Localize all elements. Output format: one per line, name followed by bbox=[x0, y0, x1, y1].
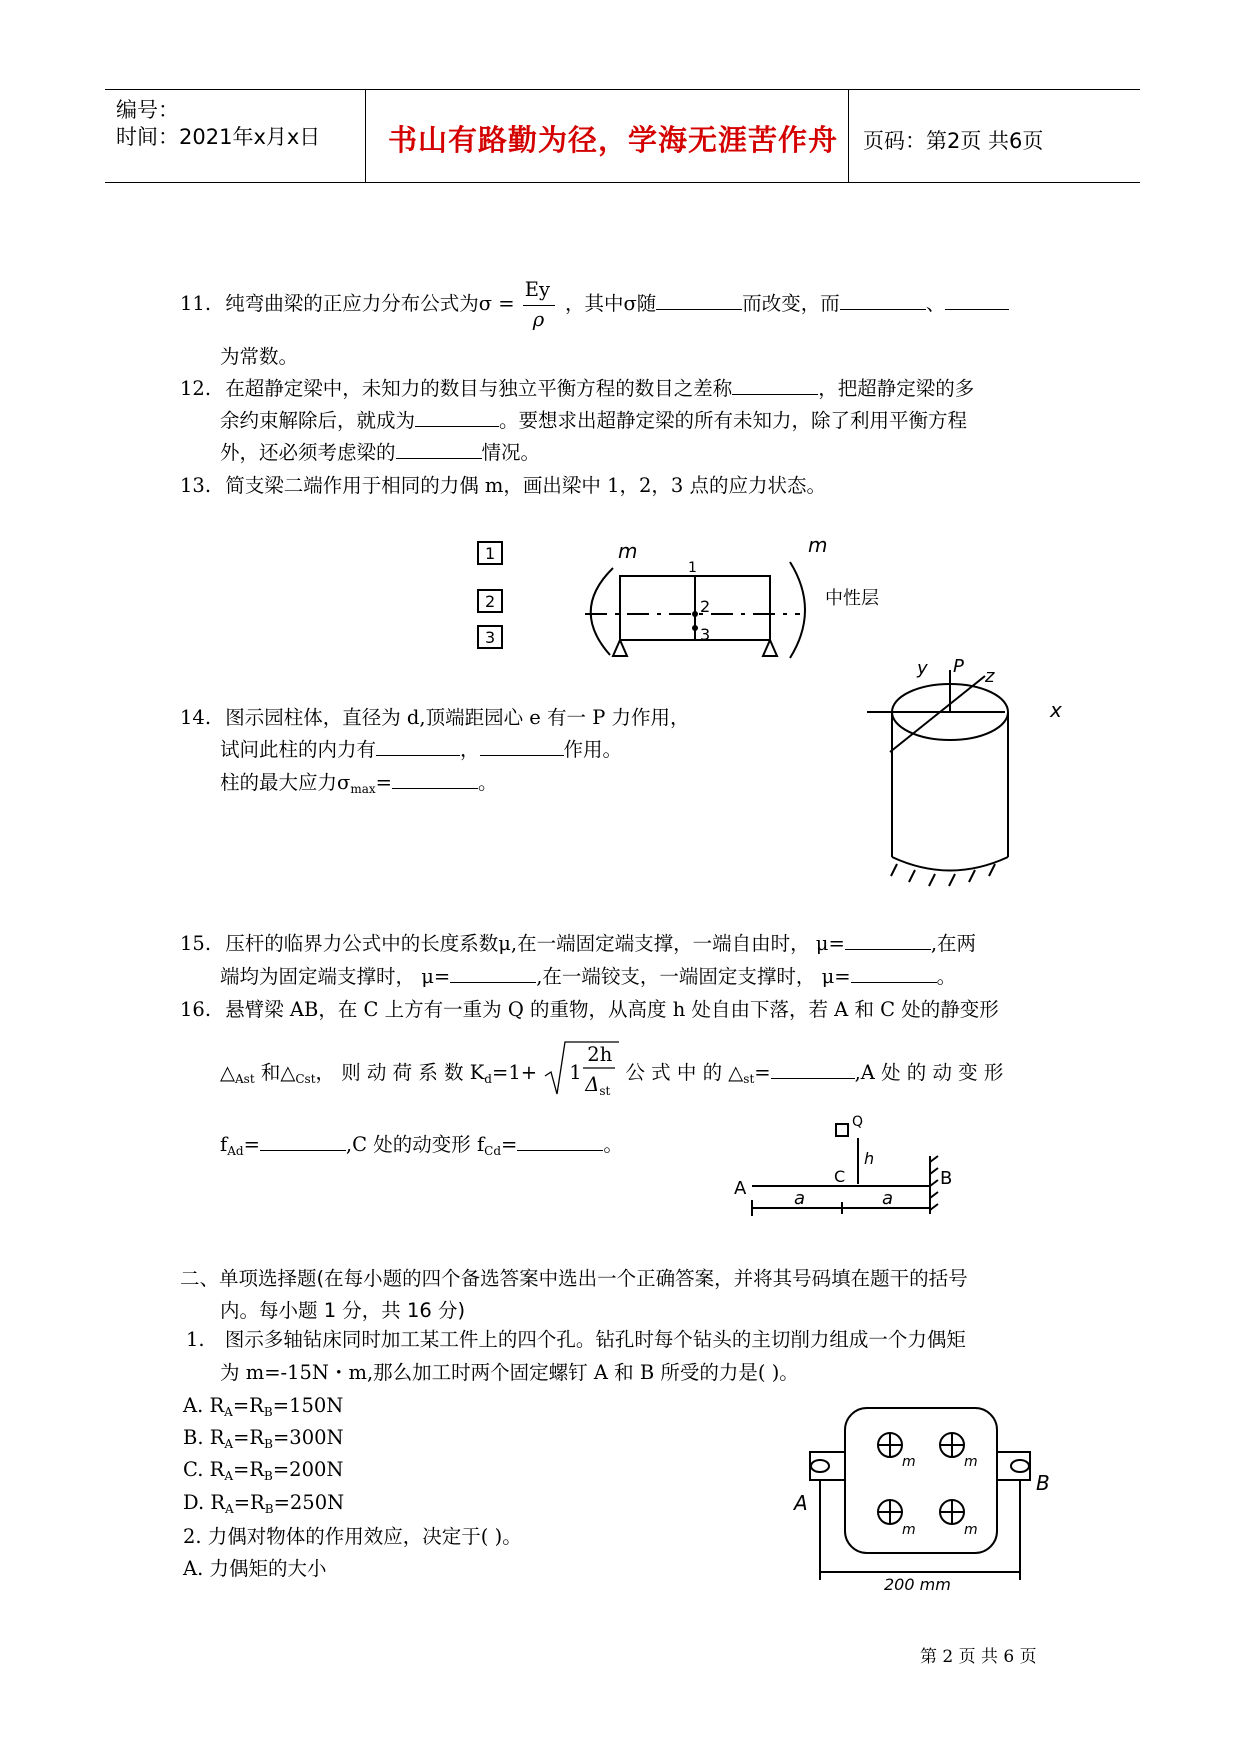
wall-hatch bbox=[930, 1156, 938, 1210]
question-11 bbox=[180, 278, 1009, 331]
option-d[interactable]: D. $R_A=R_B=250N$ bbox=[183, 1491, 345, 1516]
header-motto: 书山有路勤为径，学海无涯苦作舟 bbox=[388, 123, 839, 157]
s2q1-line1: 图示多轴钻床同时加工某工件上的四个孔。钻孔时每个钻头的主切削力组成一个力偶矩 bbox=[224, 1328, 966, 1351]
point-2-dot bbox=[692, 611, 698, 617]
q15-line2 bbox=[220, 964, 956, 990]
moment-label-4: m bbox=[964, 1522, 978, 1538]
s2-question-2: 2. 力偶对物体的作用效应，决定于( )。 bbox=[183, 1525, 522, 1548]
header-divider-left bbox=[365, 89, 366, 182]
figure-q16-cantilever bbox=[730, 1112, 970, 1227]
cylinder-bottom bbox=[892, 857, 1008, 871]
answer-blank[interactable] bbox=[845, 931, 931, 950]
box-label-3: 3 bbox=[485, 628, 496, 647]
s2q2-option-a[interactable]: A. 力偶矩的大小 bbox=[183, 1557, 327, 1580]
q16-fcd-eq: = bbox=[501, 1133, 518, 1156]
page-footer: 第 2 页 共 6 页 bbox=[920, 1647, 1037, 1667]
question-number: 11. bbox=[180, 292, 212, 315]
option-c[interactable]: C. $R_A=R_B=200N$ bbox=[183, 1458, 344, 1483]
question-number: 14. bbox=[180, 706, 212, 729]
moment-label-1: m bbox=[902, 1454, 916, 1470]
q14-line3-b: = bbox=[375, 771, 392, 794]
q16-sqrt-formula bbox=[543, 1043, 619, 1098]
answer-blank[interactable] bbox=[480, 737, 564, 756]
q15-line1-b: ,在两 bbox=[930, 932, 977, 955]
figure-q14-cylinder bbox=[855, 652, 1065, 887]
q15-line2-b: ,在一端铰支，一端固定支撑时， μ= bbox=[536, 965, 851, 988]
moment-arc-right bbox=[790, 562, 805, 658]
q11-text-part3: 而改变，而 bbox=[742, 292, 840, 315]
q12-line1-b: ，把超静定梁的多 bbox=[818, 377, 975, 400]
q14-line1: 图示园柱体，直径为 d,顶端距园心 e 有一 P 力作用， bbox=[225, 706, 690, 729]
q16-line2 bbox=[220, 1043, 1004, 1098]
question-number: 16. bbox=[180, 998, 212, 1021]
answer-blank[interactable] bbox=[260, 1132, 346, 1151]
q16-fcd-sub: Cd bbox=[484, 1144, 502, 1158]
frac-num: 2h bbox=[587, 1043, 613, 1066]
q11-fraction-bar bbox=[523, 305, 555, 306]
s2q1-line2: 为 m=-15N・m,那么加工时两个固定螺钉 A 和 B 所受的力是( )。 bbox=[220, 1361, 799, 1384]
figure-q13-beam bbox=[470, 530, 890, 680]
moment-arc-left bbox=[591, 568, 613, 655]
header-time-label: 时间：2021年x月x日 bbox=[116, 125, 321, 149]
s2-question-1 bbox=[186, 1327, 966, 1353]
q16-fcd: ,C 处的动变形 f bbox=[345, 1133, 485, 1156]
q16-formula-delta: 公 式 中 的 △ bbox=[625, 1061, 744, 1084]
header-number-label: 编号： bbox=[116, 98, 179, 122]
label-a-dim-2: a bbox=[882, 1188, 894, 1209]
label-a-point: A bbox=[734, 1178, 747, 1199]
q16-kd-sub: d bbox=[484, 1072, 492, 1086]
q14-line3 bbox=[220, 770, 497, 802]
label-a-dim-1: a bbox=[794, 1188, 806, 1209]
question-15 bbox=[180, 931, 976, 957]
q12-line2-b: 。要想求出超静定梁的所有未知力，除了利用平衡方程 bbox=[499, 409, 968, 432]
q12-line1-a: 在超静定梁中，未知力的数目与独立平衡方程的数目之差称 bbox=[225, 377, 733, 400]
bolt-a bbox=[811, 1460, 829, 1472]
q16-delta-c-sub: Cst bbox=[295, 1072, 316, 1086]
q14-line2 bbox=[220, 737, 622, 763]
z-axis-label: z bbox=[985, 666, 995, 687]
question-12 bbox=[180, 376, 974, 402]
label-c: C bbox=[834, 1167, 846, 1186]
q16-kd-eq: =1+ bbox=[491, 1061, 538, 1084]
q13-text: 简支梁二端作用于相同的力偶 m，画出梁中 1，2，3 点的应力状态。 bbox=[225, 474, 827, 497]
frac-den: $\Delta_{st}$ bbox=[585, 1073, 611, 1098]
clamp-right bbox=[997, 1452, 1030, 1480]
q16-line3-end: 。 bbox=[603, 1133, 623, 1156]
q11-fraction bbox=[521, 278, 559, 331]
q12-line3 bbox=[220, 440, 540, 466]
answer-blank[interactable] bbox=[945, 291, 1009, 310]
support-left bbox=[613, 640, 627, 656]
section2-title-line2: 内。每小题 1 分，共 16 分) bbox=[220, 1299, 466, 1322]
answer-blank[interactable] bbox=[415, 408, 499, 427]
q16-kd-text: ， 则 动 荷 系 数 K bbox=[315, 1061, 485, 1084]
q12-line2 bbox=[220, 408, 967, 434]
q16-line2-end: ,A 处 的 动 变 形 bbox=[854, 1061, 1004, 1084]
q16-delta-c: 和△ bbox=[254, 1061, 296, 1084]
question-number: 1. bbox=[186, 1328, 205, 1351]
z-axis bbox=[890, 676, 985, 752]
section2-title-line1: 二、单项选择题(在每小题的四个备选答案中选出一个正确答案，并将其号码填在题干的括号 bbox=[180, 1267, 968, 1290]
answer-blank[interactable] bbox=[656, 291, 742, 310]
q11-fraction-numerator: Ey bbox=[524, 278, 551, 301]
q16-eq: = bbox=[754, 1061, 771, 1084]
header-page-label: 页码：第2页 共6页 bbox=[863, 129, 1044, 153]
q16-delta-a: △ bbox=[220, 1061, 235, 1084]
x-axis-label: x bbox=[1050, 698, 1062, 722]
q11-text-part4: 、 bbox=[925, 292, 946, 315]
question-16 bbox=[180, 997, 999, 1023]
label-h: h bbox=[864, 1149, 875, 1168]
q16-formula-delta-sub: st bbox=[743, 1072, 755, 1086]
point-3-dot bbox=[692, 625, 698, 631]
question-number: 15. bbox=[180, 932, 212, 955]
q11-text-part2: ，其中σ随 bbox=[564, 292, 657, 315]
option-a[interactable]: A. $R_A=R_B=150N$ bbox=[183, 1394, 344, 1419]
moment-label-right: m bbox=[808, 533, 828, 557]
q12-line2-a: 余约束解除后，就成为 bbox=[220, 409, 416, 432]
q16-fad-sub: Ad bbox=[227, 1144, 244, 1158]
q11-fraction-denominator: ρ bbox=[532, 308, 545, 331]
point-label-2: 2 bbox=[700, 597, 711, 616]
q15-line2-a: 端均为固定端支撑时， μ= bbox=[220, 965, 451, 988]
q16-line3 bbox=[220, 1132, 623, 1164]
q12-line3-a: 外，还必须考虑梁的 bbox=[220, 441, 396, 464]
moment-label-3: m bbox=[902, 1522, 916, 1538]
y-axis-label: y bbox=[917, 658, 928, 679]
q14-line2-a: 试问此柱的内力有 bbox=[220, 738, 377, 761]
q16-fad: f bbox=[220, 1133, 228, 1156]
answer-blank[interactable] bbox=[392, 770, 478, 789]
q14-line3-a: 柱的最大应力σ bbox=[220, 771, 351, 794]
answer-blank[interactable] bbox=[450, 964, 536, 983]
q15-line2-c: 。 bbox=[936, 965, 957, 988]
sqrt-one: 1 bbox=[569, 1061, 582, 1084]
moment-label-left: m bbox=[618, 539, 638, 563]
answer-blank[interactable] bbox=[396, 440, 482, 459]
box-label-2: 2 bbox=[485, 592, 496, 611]
q16-delta-a-sub: Ast bbox=[235, 1072, 255, 1086]
header-top-rule bbox=[105, 89, 1140, 90]
q14-line3-c: 。 bbox=[477, 771, 498, 794]
q14-line2-c: 作用。 bbox=[563, 738, 623, 761]
question-number: 13. bbox=[180, 474, 212, 497]
clamp-left bbox=[810, 1452, 845, 1480]
q14-line2-b: ， bbox=[460, 738, 480, 761]
q11-text-part1: 纯弯曲梁的正应力分布公式为σ = bbox=[225, 292, 515, 315]
answer-blank[interactable] bbox=[840, 291, 926, 310]
q15-line1-a: 压杆的临界力公式中的长度系数μ,在一端固定端支撑，一端自由时， μ= bbox=[225, 932, 845, 955]
label-q: Q bbox=[852, 1114, 864, 1130]
question-number: 12. bbox=[180, 377, 212, 400]
q12-line3-b: 情况。 bbox=[481, 441, 541, 464]
header-bottom-rule bbox=[105, 182, 1140, 183]
answer-blank[interactable] bbox=[376, 737, 460, 756]
point-label-1: 1 bbox=[688, 560, 697, 576]
question-13 bbox=[180, 473, 826, 499]
q16-fad-eq: = bbox=[243, 1133, 260, 1156]
option-b[interactable]: B. $R_A=R_B=300N$ bbox=[183, 1426, 344, 1451]
header-divider-right bbox=[848, 89, 849, 182]
answer-blank[interactable] bbox=[851, 964, 937, 983]
box-label-1: 1 bbox=[485, 544, 496, 563]
q16-line1: 悬臂梁 AB，在 C 上方有一重为 Q 的重物，从高度 h 处自由下落，若 A 和 C 处的静变形 bbox=[225, 998, 999, 1021]
question-14 bbox=[180, 705, 690, 731]
answer-blank[interactable] bbox=[771, 1060, 855, 1079]
weight-q bbox=[836, 1124, 848, 1136]
label-b-point: B bbox=[940, 1168, 953, 1189]
answer-blank[interactable] bbox=[517, 1132, 603, 1151]
point-label-3: 3 bbox=[700, 625, 711, 644]
p-load-label: P bbox=[953, 656, 964, 677]
figure-s2q1-drill-plate bbox=[790, 1400, 1060, 1590]
q14-line3-sub: max bbox=[350, 782, 376, 796]
dim-200-label: 200 mm bbox=[884, 1575, 951, 1590]
bolt-a-label: A bbox=[794, 1491, 808, 1515]
neutral-layer-label: 中性层 bbox=[825, 588, 879, 609]
bolt-b bbox=[1011, 1460, 1029, 1472]
answer-blank[interactable] bbox=[732, 376, 818, 395]
bolt-b-label: B bbox=[1036, 1471, 1050, 1495]
support-right bbox=[763, 640, 777, 656]
q11-line2: 为常数。 bbox=[220, 345, 299, 368]
moment-label-2: m bbox=[964, 1454, 978, 1470]
